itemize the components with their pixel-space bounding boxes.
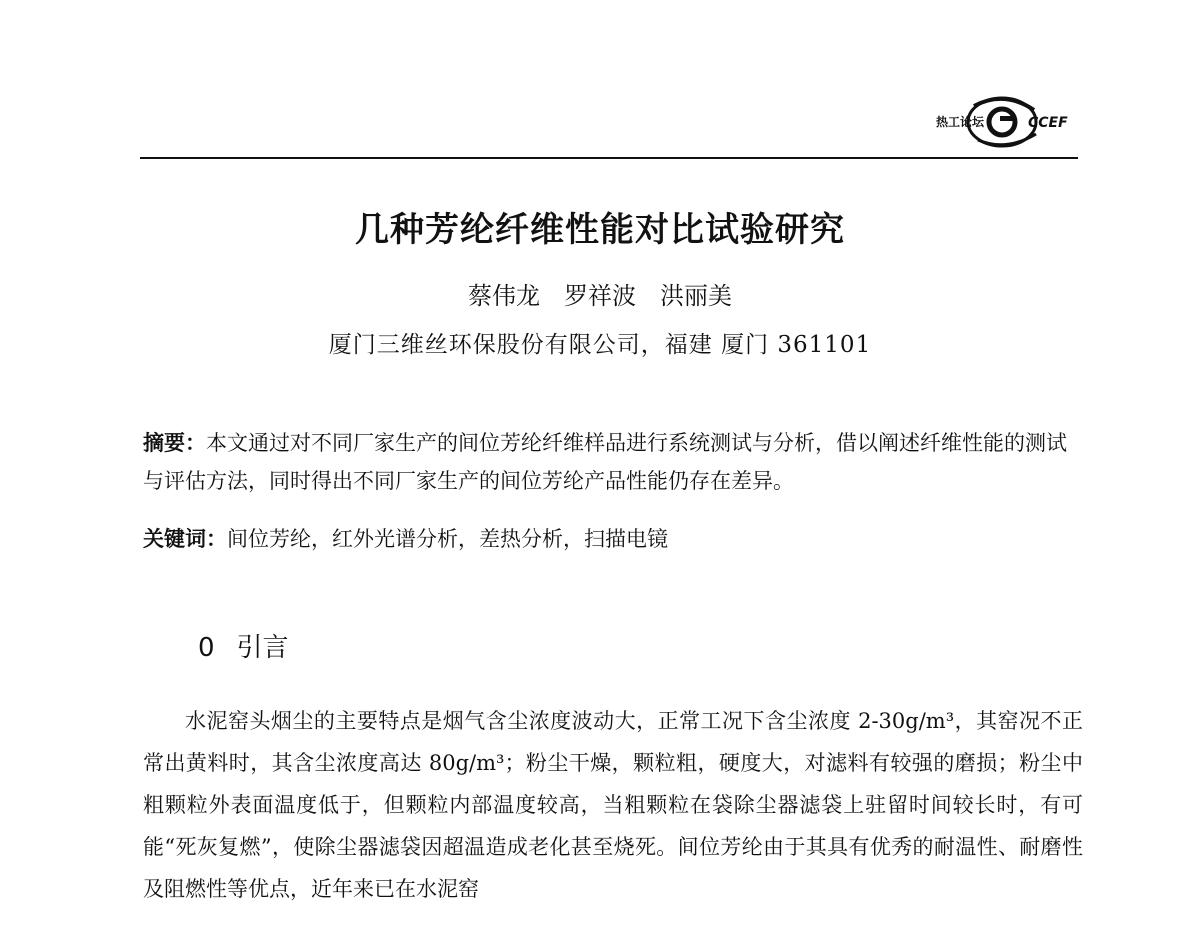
abstract-text: 本文通过对不同厂家生产的间位芳纶纤维样品进行系统测试与分析，借以阐述纤维性能的测试与评估方法，同时得出不同厂家生产的间位芳纶产品性能仍存在差异。 [143, 431, 1067, 493]
affiliation: 厦门三维丝环保股份有限公司，福建 厦门 361101 [328, 332, 872, 358]
author-list: 蔡伟龙 罗祥波 洪丽美 [468, 282, 732, 310]
logo-text-en: CCEF [1028, 115, 1068, 131]
abstract [143, 424, 1083, 500]
ccef-logo [930, 88, 1080, 154]
logo-text-cn: 热工论坛 [936, 115, 985, 129]
abstract-label: 摘要： [143, 431, 206, 455]
section-number: 0 [198, 633, 215, 663]
paper-title: 几种芳纶纤维性能对比试验研究 [355, 210, 845, 250]
body-paragraph: 水泥窑头烟尘的主要特点是烟气含尘浓度波动大，正常工况下含尘浓度 2-30g/m³，其窑况不正常出黄料时，其含尘浓度高达 80g/m³；粉尘干燥，颗粒粗，硬度大，对滤料有较强的磨损；粉尘中粗颗粒外表面温度低于，但颗粒内部温度较高，当粗颗粒在袋除尘器滤袋上驻留时间较长时，有可能“死灰复燃”，使除尘器滤袋因超温造成老化甚至烧死。间位芳纶由于其具有优秀的耐温性、耐磨性及阻燃性等优点，近年来已在水泥窑 [143, 709, 1083, 901]
header-rule [140, 157, 1078, 159]
keywords [143, 520, 1083, 558]
keywords-text: 间位芳纶，红外光谱分析，差热分析，扫描电镜 [227, 527, 668, 551]
section-heading [198, 630, 289, 666]
keywords-label: 关键词： [143, 527, 227, 551]
section-title: 引言 [236, 633, 289, 663]
